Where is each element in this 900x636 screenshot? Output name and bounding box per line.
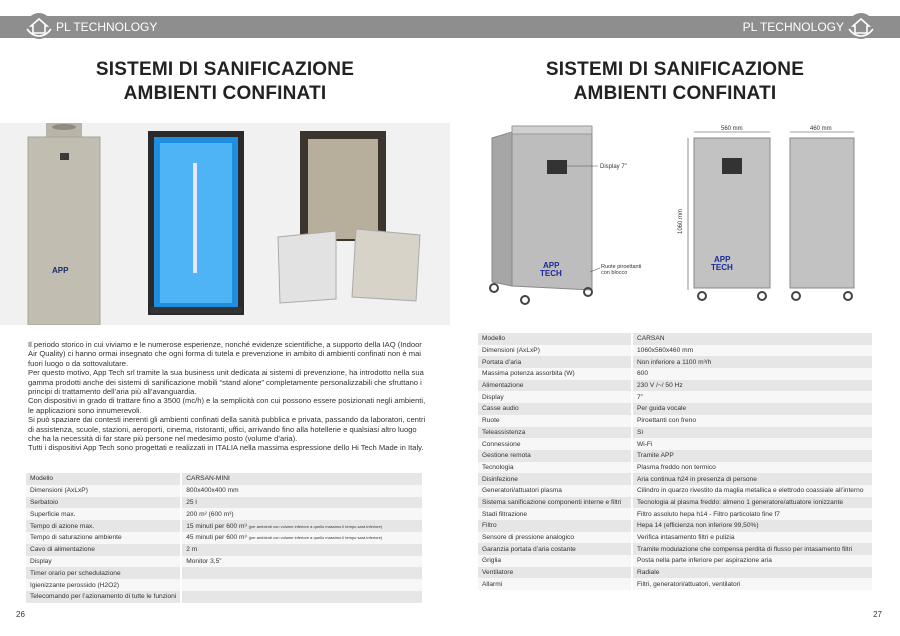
spec-value-text: 1060x560x460 mm [637,347,694,355]
spec-label: Casse audio [478,403,632,415]
table-row [478,403,872,415]
svg-text:TECH: TECH [711,263,733,272]
spec-value [181,544,422,556]
spec-value-text: 15 minuti per 600 m³ [186,522,247,530]
spec-value [632,543,872,555]
spec-label: Dimensioni (AxLxP) [478,345,632,357]
spec-label: Superficie max. [26,508,181,520]
spec-label: Sistema sanificazione componenti interne e filtri [478,497,632,509]
table-row [26,520,422,532]
table-row [478,450,872,462]
spec-value [632,450,872,462]
spec-label: Griglia [478,555,632,567]
spec-label: Igienizzante perossido (H2O2) [26,579,181,591]
spec-value [181,473,422,485]
spec-label: Massima potenza assorbita (W) [478,368,632,380]
svg-text:460 mm: 460 mm [810,126,832,132]
spec-value [181,532,422,544]
spec-value [632,356,872,368]
spec-value-text: Piroettanti con freno [637,417,697,425]
spec-value [632,567,872,579]
table-row [478,508,872,520]
spec-value-text: 600 [637,370,649,378]
spec-label: Cavo di alimentazione [26,544,181,556]
spec-label: Sensore di pressione analogico [478,532,632,544]
spec-value-text: 45 minuti per 600 m³ [186,534,247,542]
right-page [450,0,900,636]
spec-value [181,497,422,509]
table-row [26,567,422,579]
uv-cabinet-image [148,131,244,315]
table-row [478,438,872,450]
spec-value-text: Radiale [637,569,660,577]
svg-text:1060 mm: 1060 mm [678,208,684,234]
table-row [478,356,872,368]
spec-value-text: Filtro assoluto hepa h14 - Filtro particolato fine f7 [637,510,780,518]
spec-value-text: 200 m² (600 m³) [186,510,234,518]
spec-label: Garanzia portata d’aria costante [478,543,632,555]
table-row [26,556,422,568]
spec-label: Disinfezione [478,473,632,485]
spec-value [632,427,872,439]
table-row [478,567,872,579]
svg-text:TECH: TECH [540,269,562,278]
table-row [478,462,872,474]
spec-value-text: Per guida vocale [637,405,687,413]
svg-text:APP: APP [714,255,731,264]
table-row [478,578,872,590]
spec-value [632,403,872,415]
spec-value [181,508,422,520]
table-row [26,532,422,544]
spec-value-text: Hepa 14 (efficienza non inferiore 99,50%) [637,522,759,530]
display-callout: Display 7" [600,164,627,170]
spec-value [632,333,872,345]
spec-value [632,485,872,497]
brand-name: PL TECHNOLOGY [56,20,158,34]
svg-text:APP: APP [52,266,69,275]
spec-value-text: Cilindro in quarzo rivestito da maglia metallica e elettrodo coassiale all’interno [637,487,864,495]
table-row [478,391,872,403]
spec-value-text: 7” [637,393,643,401]
carsan-spec-table [478,333,872,590]
wheels-callout-2: con blocco [601,270,628,276]
page-title: SISTEMI DI SANIFICAZIONE AMBIENTI CONFINATI [545,59,805,104]
spec-value [181,556,422,568]
spec-value-text: Tramite modulazione che compensa perdita di flusso per intasamento filtri [637,545,853,553]
page-number: 27 [873,610,882,619]
spec-value [632,380,872,392]
table-row [26,579,422,591]
spec-note: (per ambienti con volume inferiore a quello massimo il tempo sarà inferiore) [248,523,383,529]
spec-label: Serbatoio [26,497,181,509]
spec-value [181,520,422,532]
spec-label: Generatori/attuatori plasma [478,485,632,497]
spec-value [632,345,872,357]
table-row [26,591,422,603]
brand-name: PL TECHNOLOGY [742,20,844,34]
spec-value-text: Verifica intasamento filtri e pulizia [637,534,735,542]
spec-label: Ruote [478,415,632,427]
spec-value-text: Sì [637,428,644,436]
spec-value [632,473,872,485]
spec-value [632,368,872,380]
spec-value [632,555,872,567]
spec-label: Teleassistenza [478,427,632,439]
spec-label: Telecomando per l’azionamento di tutte le funzioni [26,591,181,603]
carsan-technical-drawing [450,122,900,322]
spec-value [632,391,872,403]
spec-value-text: Wi-Fi [637,440,653,448]
house-hands-logo-icon [846,12,876,40]
open-cabinet-image [300,131,386,241]
table-row [478,497,872,509]
spec-label: Tempo di saturazione ambiente [26,532,181,544]
page-title: SISTEMI DI SANIFICAZIONE AMBIENTI CONFINATI [95,59,355,104]
table-row [478,532,872,544]
spec-label: Modello [478,333,632,345]
spec-label: Tempo di azione max. [26,520,181,532]
spec-label: Portata d’aria [478,356,632,368]
spec-value [181,567,422,579]
spec-value [632,508,872,520]
carsan-side-view [790,126,854,300]
table-row [26,485,422,497]
spec-value [632,438,872,450]
spec-value-text: Aria continua h24 in presenza di persone [637,475,757,483]
spec-value-text: 25 l [186,498,197,506]
spec-label: Gestione remota [478,450,632,462]
spec-label: Alimentazione [478,380,632,392]
spec-value [632,462,872,474]
svg-text:560 mm: 560 mm [721,126,743,132]
spec-label: Display [478,391,632,403]
spec-label: Modello [26,473,181,485]
product-photos [0,123,450,325]
spec-value-text: CARSAN-MINI [186,475,230,483]
carsan-mini-spec-table [26,473,422,603]
spec-label: Display [26,556,181,568]
spec-value [632,578,872,590]
table-row [478,333,872,345]
spec-value-text: Tramite APP [637,452,674,460]
spec-value [632,415,872,427]
spec-value-text: Filtri, generatori/attuatori, ventilatori [637,580,741,588]
intro-text: Il periodo storico in cui viviamo e le numerose esperienze, nonché evidenze scientifiche, a supporto della IAQ (Indoor Air Quality) ci hanno ormai insegnato che ogni forma di tutela e prevenzione in ambito di ambienti confinati non è mai fuori luogo o da sottovalutare. Per questo motivo, App Tech srl tramite la sua business unit dedicata ai sistemi di prevenzione, ha introdotto nella sua gamma prodotti anche dei sistemi di sanificazione mobili “stand alone” completamente personalizzabili che sfruttano i principi di trattamento dell’aria più all’avanguardia. Con dispositivi in grado di trattare fino a 3500 (mc/h) e la semplicità con cui possono essere posizionati negli ambienti, le applicazioni sono innumerevoli. Si può spaziare dai contesti inerenti gli ambienti confinati della sanità pubblica e privata, passando da laboratori, centri di assistenza, scuole, stazioni, aeroporti, cinema, ristoranti, uffici, arrivando fino alla hotellerie e qualsiasi altro luogo che ha la necessità di far stare più persone nel medesimo posto (volume d’aria). Tutti i dispositivi App Tech sono progettati e realizzati in ITALIA nella massima espressione dello Hi Tech Made in Italy. [28,340,426,453]
table-row [26,544,422,556]
spec-value [181,579,422,591]
spec-value-text: Non inferiore a 1100 m³/h [637,358,712,366]
table-row [478,415,872,427]
carsan-mini-device-image [28,123,100,325]
page-number: 26 [16,610,25,619]
table-row [478,427,872,439]
spec-value [632,532,872,544]
carsan-front-view [678,126,770,300]
spec-label: Tecnologia [478,462,632,474]
spec-value-text: Monitor 3,5” [186,557,222,565]
svg-text:APP: APP [543,261,560,270]
table-row [26,508,422,520]
spec-label: Filtro [478,520,632,532]
table-row [26,497,422,509]
spec-value-text: Plasma freddo non termico [637,463,716,471]
table-row [478,543,872,555]
table-row [478,345,872,357]
spec-value-text: 230 V /~/ 50 Hz [637,382,683,390]
wheels-callout-1: Ruote piroettanti [601,264,642,270]
house-hands-logo-icon [24,12,54,40]
spec-label: Stadi filtrazione [478,508,632,520]
spec-value-text: CARSAN [637,335,665,343]
table-row [478,485,872,497]
table-row [478,380,872,392]
spec-label: Ventilatore [478,567,632,579]
spec-value [632,497,872,509]
spec-value [632,520,872,532]
spec-note: (per ambienti con volume inferiore a quello massimo il tempo sarà inferiore) [248,535,383,541]
spec-value-text: 2 m [186,546,198,554]
carsan-3d-view [490,126,592,304]
spec-value-text: Tecnologia al plasma freddo: almeno 1 generatore/attuatore ionizzante [637,498,844,506]
spec-value-text: Posta nella parte inferiore per aspirazione aria [637,557,772,565]
spec-value [181,485,422,497]
spec-label: Allarmi [478,578,632,590]
header-bar [450,16,900,38]
table-row [478,555,872,567]
spec-label: Connessione [478,438,632,450]
table-row [26,473,422,485]
table-row [478,520,872,532]
table-row [478,473,872,485]
spec-label: Dimensioni (AxLxP) [26,485,181,497]
spec-value-text: 800x400x400 mm [186,487,239,495]
spec-value [181,591,422,603]
table-row [478,368,872,380]
spec-label: Timer orario per schedulazione [26,567,181,579]
header-bar [0,16,450,38]
